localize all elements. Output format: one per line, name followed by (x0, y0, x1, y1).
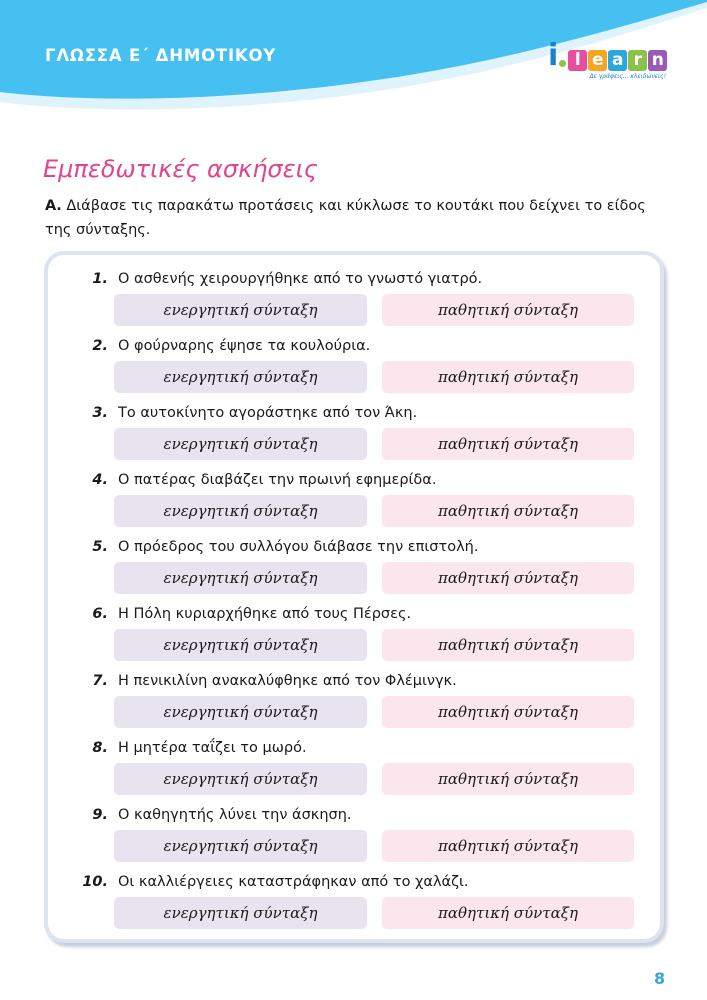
passive-voice-option[interactable]: παθητική σύνταξη (382, 495, 634, 527)
item-number: 7. (92, 673, 108, 689)
passive-voice-option[interactable]: παθητική σύνταξη (382, 763, 634, 795)
passive-voice-option[interactable]: παθητική σύνταξη (382, 897, 634, 929)
item-number: 4. (92, 472, 108, 488)
item-sentence: Ο φούρναρης έψησε τα κουλούρια. (118, 338, 371, 354)
logo-letter-l: l (568, 50, 587, 71)
item-number: 9. (92, 807, 108, 823)
logo-i: i (548, 38, 559, 73)
item-number: 5. (92, 539, 108, 555)
item-number: 8. (92, 740, 108, 756)
passive-voice-option[interactable]: παθητική σύνταξη (382, 294, 634, 326)
active-voice-option[interactable]: ενεργητική σύνταξη (114, 495, 367, 527)
instruction-text: Διάβασε τις παρακάτω προτάσεις και κύκλωσε το κουτάκι που δείχνει το είδος της σύνταξης. (45, 198, 646, 238)
passive-voice-option[interactable]: παθητική σύνταξη (382, 830, 634, 862)
active-voice-option[interactable]: ενεργητική σύνταξη (114, 830, 367, 862)
item-number: 10. (82, 874, 108, 890)
passive-voice-option[interactable]: παθητική σύνταξη (382, 428, 634, 460)
logo-letter-a: a (608, 50, 627, 71)
item-sentence: Η Πόλη κυριαρχήθηκε από τους Πέρσες. (118, 606, 412, 622)
active-voice-option[interactable]: ενεργητική σύνταξη (114, 629, 367, 661)
logo-letter-e: e (588, 50, 607, 71)
page-number: 8 (654, 969, 666, 988)
active-voice-option[interactable]: ενεργητική σύνταξη (114, 428, 367, 460)
item-sentence: Ο ασθενής χειρουργήθηκε από το γνωστό γιατρό. (118, 271, 483, 287)
active-voice-option[interactable]: ενεργητική σύνταξη (114, 763, 367, 795)
item-sentence: Το αυτοκίνητο αγοράστηκε από τον Άκη. (118, 405, 418, 421)
instruction-letter: Α. (45, 198, 62, 214)
active-voice-option[interactable]: ενεργητική σύνταξη (114, 294, 367, 326)
passive-voice-option[interactable]: παθητική σύνταξη (382, 629, 634, 661)
item-number: 6. (92, 606, 108, 622)
logo-letter-r: r (628, 50, 647, 71)
logo-tagline: Δε γράφεις... κλειδώνεις! (589, 73, 666, 80)
passive-voice-option[interactable]: παθητική σύνταξη (382, 696, 634, 728)
logo-letter-n: n (648, 50, 667, 71)
logo-dot (559, 60, 566, 67)
active-voice-option[interactable]: ενεργητική σύνταξη (114, 897, 367, 929)
passive-voice-option[interactable]: παθητική σύνταξη (382, 361, 634, 393)
item-sentence: Η πενικιλίνη ανακαλύφθηκε από τον Φλέμινγκ. (118, 673, 457, 689)
item-sentence: Ο πατέρας διαβάζει την πρωινή εφημερίδα. (118, 472, 437, 488)
item-number: 3. (92, 405, 108, 421)
instruction (45, 194, 675, 242)
item-sentence: Ο πρόεδρος του συλλόγου διάβασε την επιστολή. (118, 539, 479, 555)
active-voice-option[interactable]: ενεργητική σύνταξη (114, 361, 367, 393)
passive-voice-option[interactable]: παθητική σύνταξη (382, 562, 634, 594)
exercise-card (44, 251, 664, 943)
item-number: 2. (92, 338, 108, 354)
active-voice-option[interactable]: ενεργητική σύνταξη (114, 562, 367, 594)
active-voice-option[interactable]: ενεργητική σύνταξη (114, 696, 367, 728)
section-title: Εμπεδωτικές ασκήσεις (43, 155, 318, 183)
item-sentence: Η μητέρα ταΐζει το μωρό. (118, 740, 307, 756)
item-sentence: Ο καθηγητής λύνει την άσκηση. (118, 807, 352, 823)
item-number: 1. (92, 271, 108, 287)
header-title: ΓΛΩΣΣΑ Ε΄ ΔΗΜΟΤΙΚΟΥ (45, 46, 277, 65)
ilearn-logo (548, 37, 670, 87)
item-sentence: Οι καλλιέργειες καταστράφηκαν από το χαλάζι. (118, 874, 469, 890)
